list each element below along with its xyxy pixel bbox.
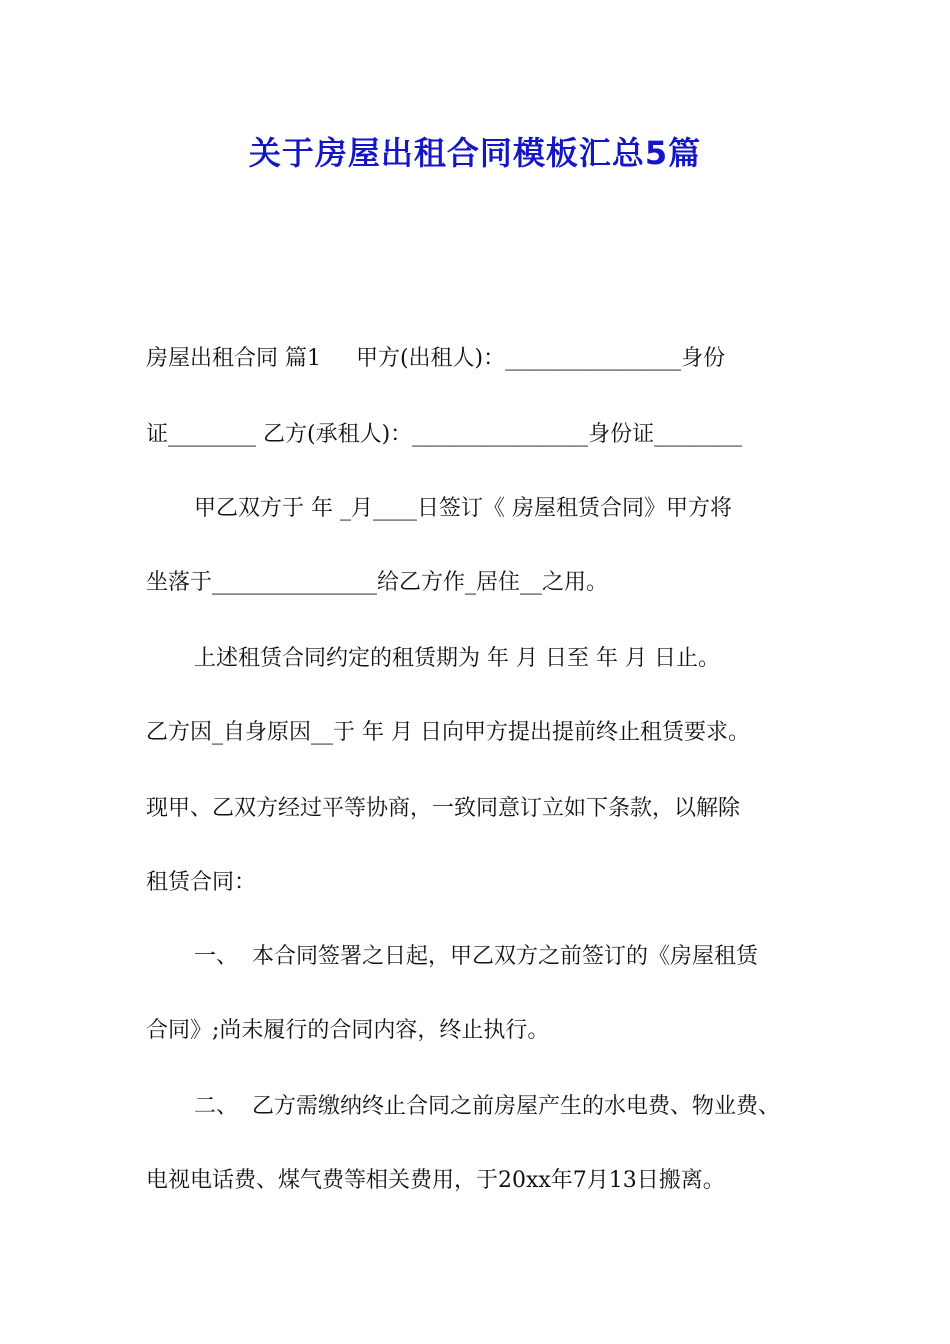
body-line-6: 乙方因_自身原因__于 年 月 日向甲方提出提前终止租赁要求。 [146,720,750,745]
body-line-12: 电视电话费、煤气费等相关费用，于20xx年7月13日搬离。 [146,1168,725,1193]
body-line-4: 坐落于_______________给乙方作_居住__之用。 [146,570,609,595]
body-line-3: 甲乙双方于 年 _月____日签订《 房屋租赁合同》甲方将 [194,496,732,521]
body-line-11: 二、 乙方需缴纳终止合同之前房屋产生的水电费、物业费、 [194,1094,780,1119]
body-line-1: 房屋出租合同 篇1 甲方(出租人)：________________身份 [146,346,726,371]
body-line-9: 一、 本合同签署之日起，甲乙双方之前签订的《房屋租赁 [194,944,758,969]
body-line-2: 证________ 乙方(承租人)：________________身份证________ [146,422,743,447]
body-line-7: 现甲、乙双方经过平等协商，一致同意订立如下条款，以解除 [146,796,741,821]
document-title: 关于房屋出租合同模板汇总5篇 [248,134,702,172]
body-line-8: 租赁合同： [146,870,257,895]
body-line-10: 合同》;尚未履行的合同内容，终止执行。 [146,1018,550,1043]
body-line-5: 上述租赁合同约定的租赁期为 年 月 日至 年 月 日止。 [194,646,720,671]
